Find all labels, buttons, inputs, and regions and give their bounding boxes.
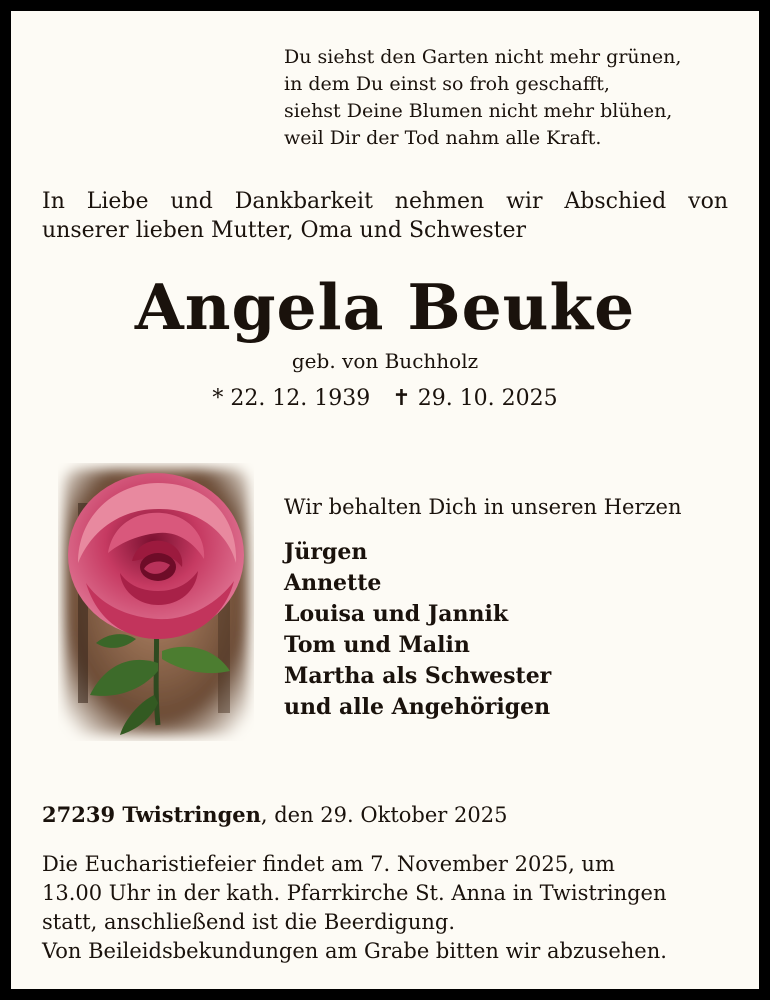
- date-line: , den 29. Oktober 2025: [260, 803, 508, 827]
- town: 27239 Twistringen: [42, 802, 261, 827]
- family-member: Louisa und Jannik: [284, 601, 509, 627]
- poem: [284, 44, 681, 152]
- poem-line: weil Dir der Tod nahm alle Kraft.: [284, 127, 602, 149]
- intro-line: unserer lieben Mutter, Oma und Schwester: [42, 218, 527, 243]
- family-member: Jürgen: [284, 539, 368, 565]
- obituary-card: [11, 11, 759, 989]
- family-member: und alle Angehörigen: [284, 694, 551, 720]
- service-notice: [42, 850, 742, 966]
- family-member: Martha als Schwester: [284, 663, 552, 689]
- death-date: ✝ 29. 10. 2025: [392, 386, 558, 411]
- deceased-name: Angela Beuke: [134, 270, 636, 344]
- place-and-date: [42, 800, 507, 830]
- rose-photo: [58, 463, 254, 741]
- birth-date: * 22. 12. 1939: [212, 386, 371, 411]
- notice-line: Von Beileidsbekundungen am Grabe bitten wir abzusehen.: [42, 939, 667, 963]
- family-member: Annette: [284, 570, 382, 596]
- family-member: Tom und Malin: [284, 632, 470, 658]
- intro-text: [42, 187, 728, 245]
- life-dates: [11, 384, 759, 414]
- poem-line: siehst Deine Blumen nicht mehr blühen,: [284, 100, 673, 122]
- poem-line: in dem Du einst so froh geschafft,: [284, 73, 610, 95]
- notice-line: statt, anschließend ist die Beerdigung.: [42, 910, 455, 934]
- poem-line: Du siehst den Garten nicht mehr grünen,: [284, 46, 682, 68]
- intro-line: In Liebe und Dankbarkeit nehmen wir Abschied von: [42, 189, 728, 214]
- maiden-name: geb. von Buchholz: [291, 349, 479, 373]
- notice-line: 13.00 Uhr in der kath. Pfarrkirche St. Anna in Twistringen: [42, 881, 667, 905]
- motto: Wir behalten Dich in unseren Herzen: [284, 495, 682, 519]
- notice-line: Die Eucharistiefeier findet am 7. November 2025, um: [42, 852, 615, 876]
- family-list: [284, 537, 551, 723]
